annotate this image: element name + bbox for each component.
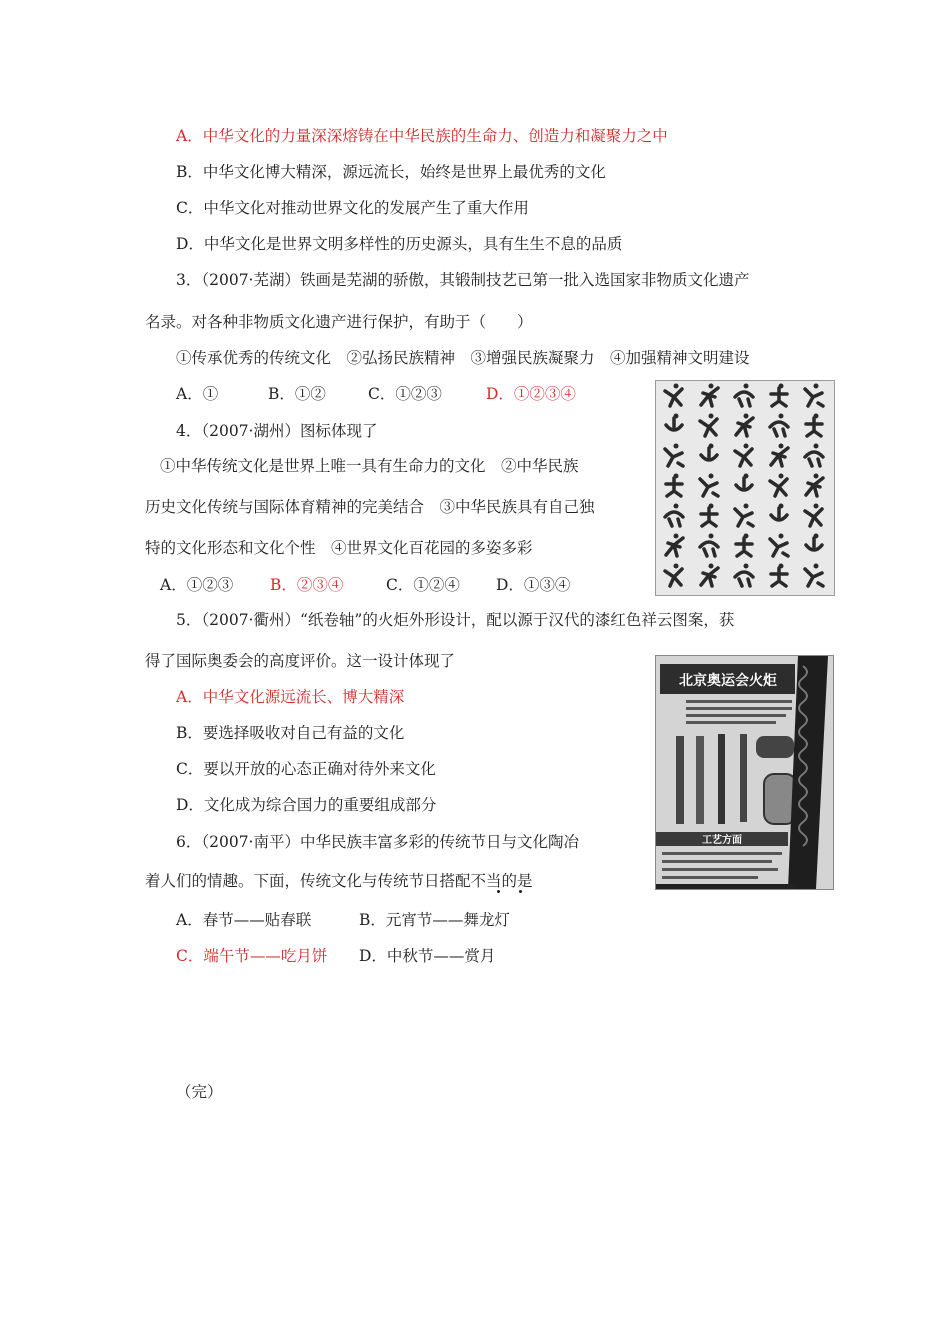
q6-option-d: D．中秋节——赏月 bbox=[359, 947, 496, 965]
pictogram-head bbox=[744, 444, 749, 449]
sport-pictogram-icon bbox=[665, 449, 683, 466]
q3-option-c: C．①②③ bbox=[368, 385, 442, 403]
sport-pictogram-icon bbox=[736, 418, 753, 436]
pictogram-head bbox=[674, 384, 679, 389]
sport-pictogram-icon bbox=[701, 448, 717, 460]
q5-stem-line2: 得了国际奥委会的高度评价。这一设计体现了 bbox=[145, 652, 456, 670]
pictogram-head bbox=[814, 564, 819, 569]
q4-option-b: B．②③④ bbox=[270, 576, 344, 594]
pictogram-head bbox=[709, 564, 714, 569]
torch-image-title: 北京奥运会火炬 bbox=[679, 673, 777, 689]
sport-pictogram-icon bbox=[771, 448, 788, 466]
pictogram-head bbox=[744, 384, 749, 389]
sport-pictogram-icon bbox=[736, 478, 752, 490]
sport-pictogram-icon bbox=[700, 479, 718, 496]
sport-pictogram-icon bbox=[771, 388, 787, 406]
sport-pictogram-icon bbox=[805, 389, 823, 406]
pictogram-head bbox=[814, 534, 819, 539]
q4-options bbox=[160, 575, 570, 595]
q4-option-c: C．①②④ bbox=[386, 576, 460, 594]
pictogram-head bbox=[709, 474, 714, 479]
pictogram-head bbox=[744, 564, 749, 569]
sport-pictogram-icon bbox=[701, 508, 717, 526]
pictogram-head bbox=[779, 504, 784, 509]
sport-pictogram-icon bbox=[735, 572, 753, 586]
pictogram-head bbox=[779, 384, 784, 389]
sport-pictogram-icon bbox=[666, 538, 683, 556]
q3-stem-line2: 名录。对各种非物质文化遗产进行保护，有助于（ ） bbox=[145, 313, 533, 331]
pictogram-head bbox=[814, 474, 819, 479]
q5-option-b: B．要选择吸收对自己有益的文化 bbox=[176, 724, 405, 742]
pictogram-head bbox=[674, 444, 679, 449]
q5-stem-line1: 5．（2007·衢州）“纸卷轴”的火炬外形设计，配以源于汉代的漆红色祥云图案，获 bbox=[176, 611, 735, 629]
q2-option-d: D．中华文化是世界文明多样性的历史源头，具有生生不息的品质 bbox=[176, 235, 623, 253]
pictogram-head bbox=[744, 504, 749, 509]
sport-pictogram-icon bbox=[806, 538, 822, 550]
end-mark: （完） bbox=[176, 1083, 223, 1101]
q2-option-b: B．中华文化博大精深，源远流长，始终是世界上最优秀的文化 bbox=[176, 163, 606, 181]
q3-items: ①传承优秀的传统文化 ②弘扬民族精神 ③增强民族凝聚力 ④加强精神文明建设 bbox=[176, 349, 750, 367]
sport-pictogram-icon bbox=[805, 509, 822, 526]
q6-stem-line2: 着人们的情趣。下面，传统文化与传统节日搭配不当的是 bbox=[145, 872, 533, 890]
q4-stem: 4．（2007·湖州）图标体现了 bbox=[176, 422, 378, 440]
pictogram-head bbox=[814, 414, 819, 419]
sport-pictogram-icon bbox=[700, 542, 718, 556]
sport-pictogram-icon bbox=[666, 418, 682, 430]
sport-pictogram-icon bbox=[701, 388, 718, 406]
sport-pictogram-icon bbox=[806, 478, 823, 496]
emphasis-dot bbox=[519, 890, 522, 893]
pictogram-head bbox=[814, 504, 819, 509]
sport-pictogram-icon bbox=[666, 478, 682, 496]
sport-pictogram-icon bbox=[771, 568, 787, 586]
torch-image-caption: 工艺方面 bbox=[702, 835, 742, 846]
q6-options-row1 bbox=[176, 910, 510, 930]
sport-pictogram-icon bbox=[665, 389, 682, 406]
sport-pictogram-icon bbox=[806, 418, 822, 436]
q3-option-d: D．①②③④ bbox=[486, 385, 576, 403]
q4-option-a: A．①②③ bbox=[160, 576, 234, 594]
pictogram-head bbox=[779, 564, 784, 569]
sport-pictogram-icon bbox=[771, 508, 787, 520]
q6-option-a: A．春节——贴春联 bbox=[176, 911, 312, 929]
olympic-pictograms-image bbox=[655, 380, 835, 596]
pictogram-head bbox=[779, 534, 784, 539]
sport-pictogram-icon bbox=[701, 568, 718, 586]
q4-statement-line3: 特的文化形态和文化个性 ④世界文化百花园的多姿多彩 bbox=[145, 539, 533, 557]
beijing-olympic-torch-image bbox=[655, 655, 834, 890]
emphasis-dot bbox=[497, 890, 500, 893]
q4-option-d: D．①③④ bbox=[496, 576, 571, 594]
q5-option-a: A．中华文化源远流长、博大精深 bbox=[176, 688, 405, 706]
pictogram-head bbox=[709, 414, 714, 419]
pictogram-head bbox=[779, 474, 784, 479]
q6-option-b: B．元宵节——舞龙灯 bbox=[359, 911, 510, 929]
q6-stem-line1: 6．（2007·南平）中华民族丰富多彩的传统节日与文化陶冶 bbox=[176, 833, 579, 851]
sport-pictogram-icon bbox=[770, 539, 788, 556]
sport-pictogram-icon bbox=[665, 512, 683, 526]
q5-option-d: D．文化成为综合国力的重要组成部分 bbox=[176, 796, 437, 814]
torch-illustration bbox=[656, 656, 833, 889]
q5-option-c: C．要以开放的心态正确对待外来文化 bbox=[176, 760, 436, 778]
pictogram-grid bbox=[656, 381, 834, 595]
q2-option-c: C．中华文化对推动世界文化的发展产生了重大作用 bbox=[176, 199, 529, 217]
q6-option-c: C．端午节——吃月饼 bbox=[176, 947, 328, 965]
pictogram-head bbox=[709, 444, 714, 449]
sport-pictogram-icon bbox=[700, 419, 717, 436]
pictogram-head bbox=[674, 534, 679, 539]
sport-pictogram-icon bbox=[805, 569, 823, 586]
pictogram-head bbox=[744, 534, 749, 539]
sport-pictogram-icon bbox=[735, 449, 752, 466]
sport-pictogram-icon bbox=[736, 538, 752, 556]
pictogram-head bbox=[674, 504, 679, 509]
pictogram-head bbox=[709, 504, 714, 509]
q3-options bbox=[176, 384, 576, 404]
q4-statement-line2: 历史文化传统与国际体育精神的完美结合 ③中华民族具有自己独 bbox=[145, 498, 595, 516]
q3-option-a: A．① bbox=[176, 385, 219, 403]
q2-option-a: A．中华文化的力量深深熔铸在中华民族的生命力、创造力和凝聚力之中 bbox=[176, 127, 668, 145]
pictogram-head bbox=[709, 384, 714, 389]
pictogram-head bbox=[674, 414, 679, 419]
pictogram-head bbox=[674, 474, 679, 479]
pictogram-head bbox=[709, 534, 714, 539]
pictogram-head bbox=[744, 474, 749, 479]
sport-pictogram-icon bbox=[735, 392, 753, 406]
pictogram-head bbox=[814, 384, 819, 389]
pictogram-head bbox=[779, 414, 784, 419]
pictogram-head bbox=[674, 564, 679, 569]
pictogram-head bbox=[814, 444, 819, 449]
sport-pictogram-icon bbox=[665, 569, 682, 586]
sport-pictogram-icon bbox=[735, 509, 753, 526]
pictogram-head bbox=[744, 414, 749, 419]
q3-option-b: B．①② bbox=[268, 385, 326, 403]
sport-pictogram-icon bbox=[770, 422, 788, 436]
q4-statement-line1: ①中华传统文化是世界上唯一具有生命力的文化 ②中华民族 bbox=[160, 457, 579, 475]
pictogram-head bbox=[779, 444, 784, 449]
q6-options-row2 bbox=[176, 946, 495, 966]
sport-pictogram-icon bbox=[770, 479, 787, 496]
q3-stem-line1: 3．（2007·芜湖）铁画是芜湖的骄傲，其锻制技艺已第一批入选国家非物质文化遗产 bbox=[176, 271, 750, 289]
sport-pictogram-icon bbox=[805, 452, 823, 466]
